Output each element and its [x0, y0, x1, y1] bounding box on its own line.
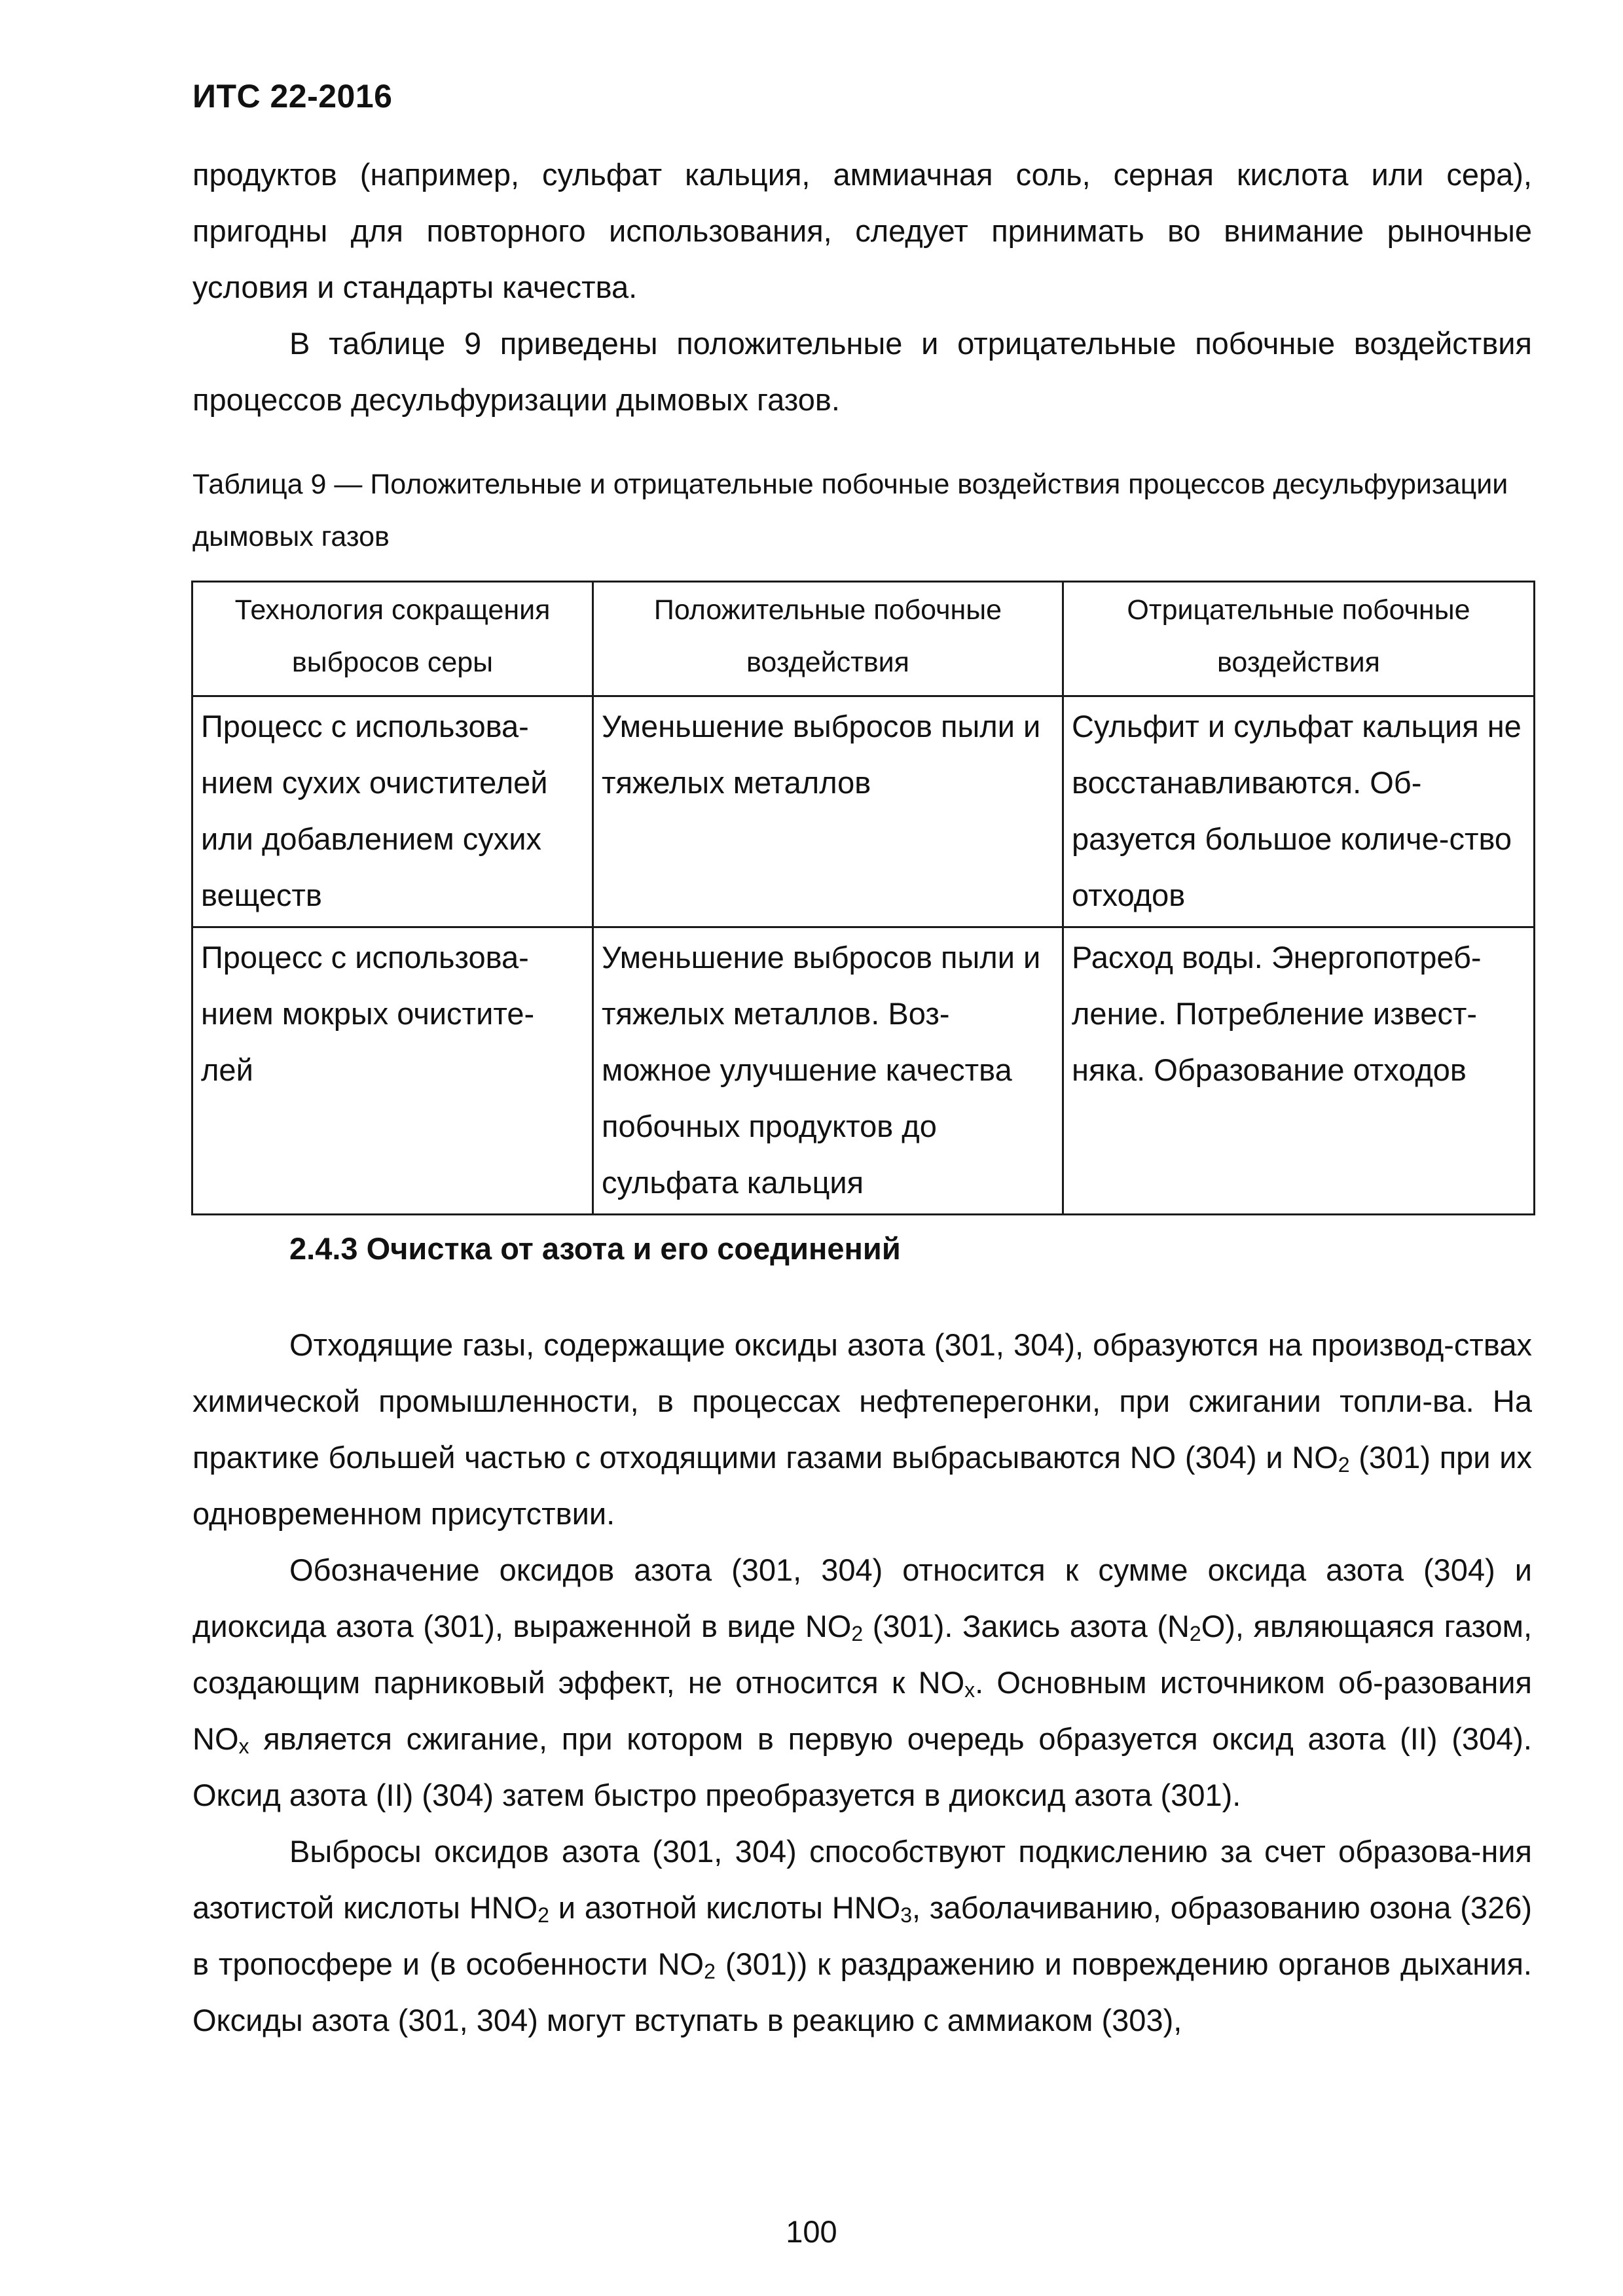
page-number: 100	[786, 2214, 837, 2249]
section-text	[192, 1317, 1532, 2049]
table-row	[192, 696, 1535, 927]
table-cell: Расход воды. Энергопотреб-ление. Потребление извест-няка. Образование отходов	[1063, 927, 1535, 1215]
document-header: ИТС 22-2016	[192, 78, 393, 115]
intro-text	[192, 147, 1532, 428]
section-heading: 2.4.3 Очистка от азота и его соединений	[289, 1231, 901, 1266]
intro-paragraph-2: В таблице 9 приведены положительные и отрицательные побочные воздействия процессов десульфуризации дымовых газов.	[192, 326, 1532, 417]
column-header: Технология сокращения выбросов серы	[192, 582, 593, 696]
data-table	[191, 581, 1535, 1215]
column-header: Отрицательные побочные воздействия	[1063, 582, 1535, 696]
table-caption: Таблица 9 — Положительные и отрицательные побочные воздействия процессов десульфуризации дымовых газов	[192, 469, 1508, 552]
column-header: Положительные побочные воздействия	[593, 582, 1063, 696]
table-cell: Уменьшение выбросов пыли и тяжелых металлов. Воз-можное улучшение качества побочных продуктов до сульфата кальция	[593, 927, 1063, 1215]
intro-paragraph-1: продуктов (например, сульфат кальция, аммиачная соль, серная кислота или сера), пригодны для повторного использования, следует принимать во внимание рыночные условия и стандарты качества.	[192, 157, 1532, 304]
section-paragraph-2: Обозначение оксидов азота (301, 304) относится к сумме оксида азота (304) и диоксида азота (301), выраженной в виде $NO_2$ (301). Закись азота $(N_2O)$, являющаяся газом, создающим парниковый эффект, не относится к $NO_x$. Основным источником об-разования $NO_x$ является сжигание, при котором в первую очередь образуется оксид азота (II) (304). Оксид азота (II) (304) затем быстро преобразуется в диоксид азота (301).	[192, 1552, 1533, 1812]
table-cell: Сульфит и сульфат кальция не восстанавливаются. Об-разуется большое количе-ство отходов	[1063, 696, 1535, 927]
section-paragraph-1: Отходящие газы, содержащие оксиды азота (301, 304), образуются на производ-ствах химической промышленности, в процессах нефтеперегонки, при сжигании топли-ва. На практике большей частью с отходящими газами выбрасываются NO (304) и $NO_2$ (301) при их одновременном присутствии.	[192, 1327, 1532, 1531]
table-row	[192, 927, 1535, 1215]
table-cell: Процесс с использова-нием мокрых очистите-лей	[192, 927, 593, 1215]
section-paragraph-3: Выбросы оксидов азота (301, 304) способствуют подкислению за счет образова-ния азотистой кислоты $HNO_2$ и азотной кислоты $HNO_3$, заболачиванию, образованию озона (326) в тропосфере и (в особенности $NO_2$ (301)) к раздражению и повреждению органов дыхания. Оксиды азота (301, 304) могут вступать в реакцию с аммиаком (303),	[192, 1834, 1532, 2037]
table-cell: Процесс с использова-нием сухих очистителей или добавлением сухих веществ	[192, 696, 593, 927]
table-cell: Уменьшение выбросов пыли и тяжелых металлов	[593, 696, 1063, 927]
table-header-row	[192, 582, 1535, 696]
